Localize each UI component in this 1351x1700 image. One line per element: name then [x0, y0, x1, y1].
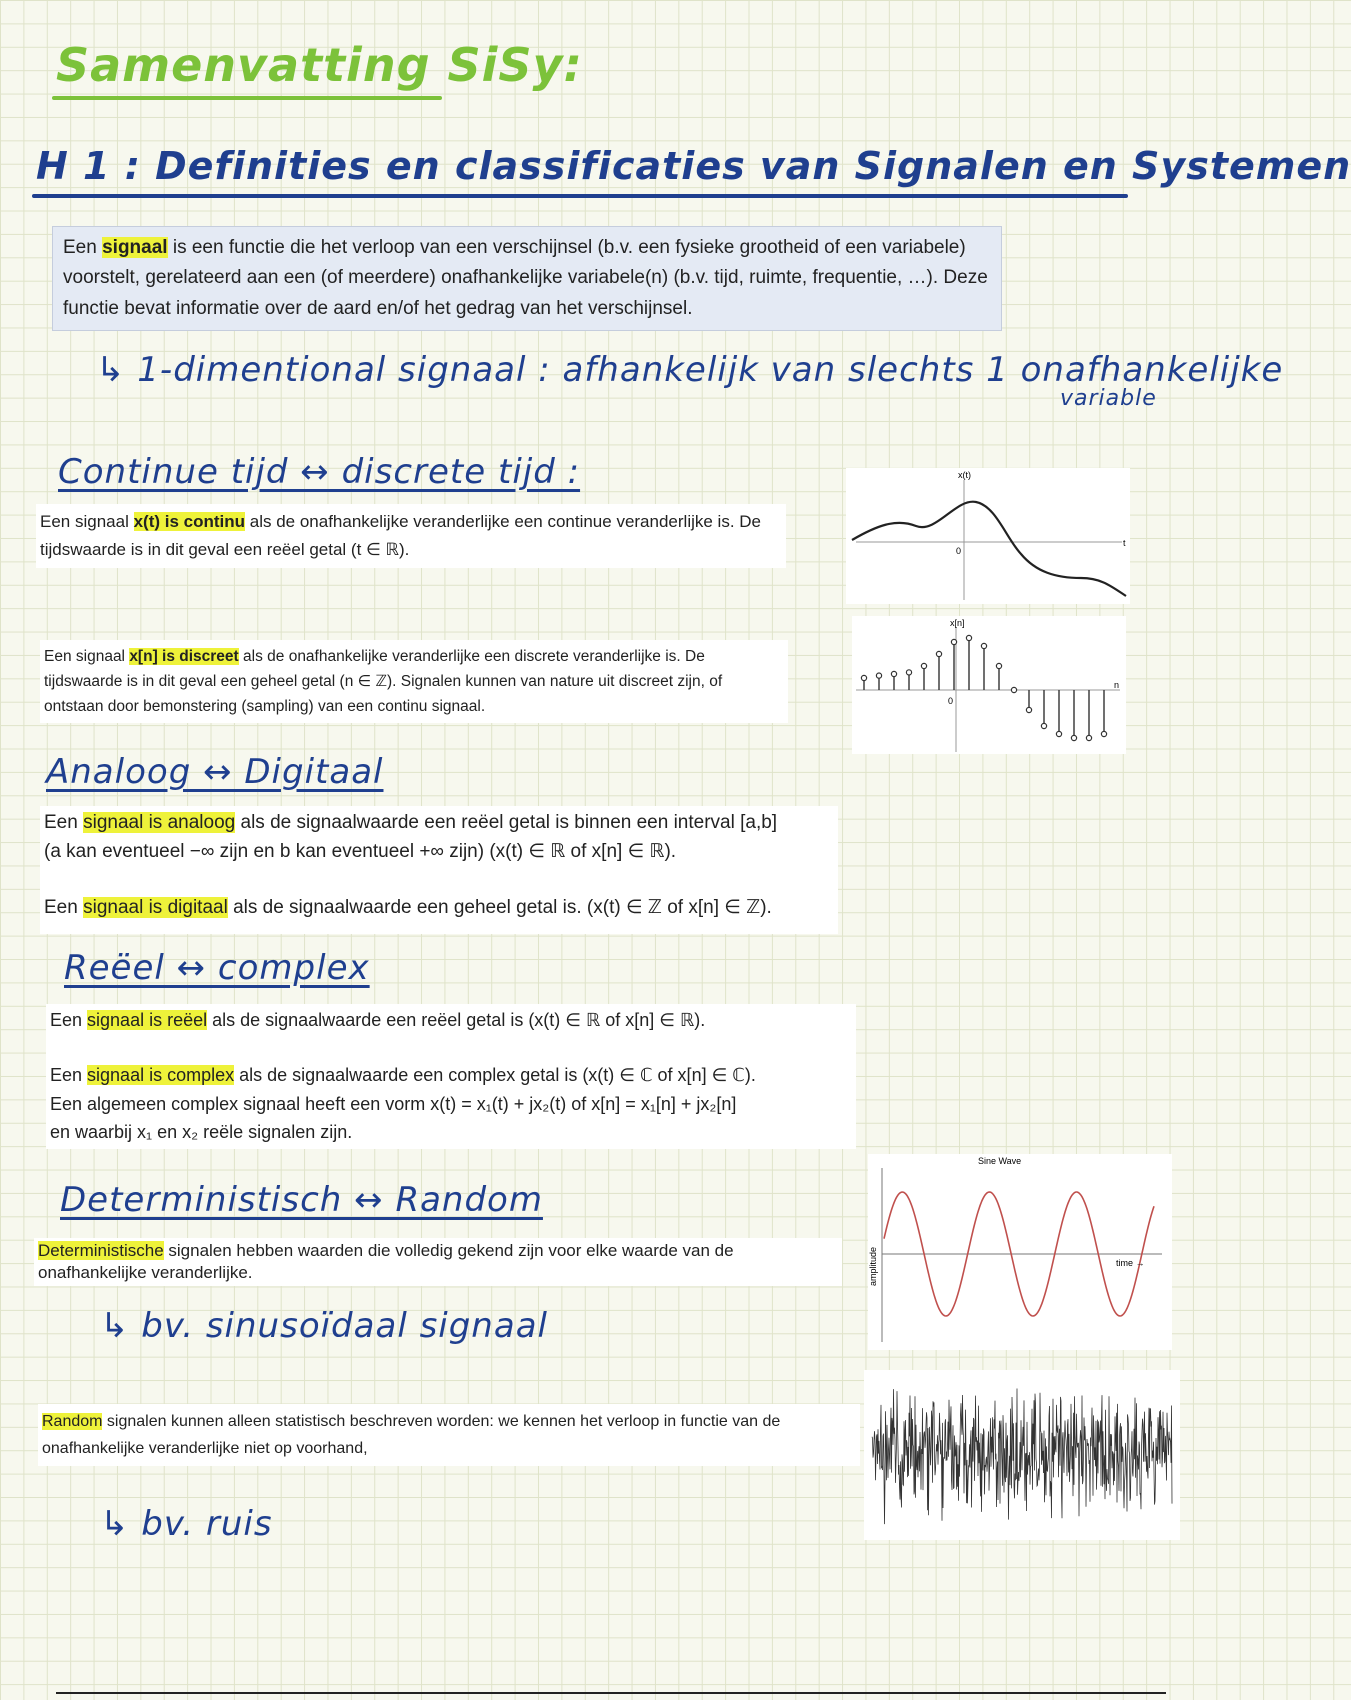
real-post: als de signaalwaarde een reëel getal is (x(t) ∈ ℝ of x[n] ∈ ℝ).	[207, 1010, 706, 1030]
deterministic-post: signalen hebben waarden die volledig gekend zijn voor elke waarde van de onafhankelijke veranderlijke.	[38, 1241, 734, 1283]
chapter-heading: H 1 : Definities en classificaties van Signalen en Systemen	[36, 144, 1351, 188]
sine-title: Sine Wave	[978, 1156, 1022, 1166]
figure-noise	[864, 1370, 1180, 1540]
complex-line2: Een algemeen complex signaal heeft een vorm x(t) = x₁(t) + jx₂(t) of x[n] = x₁[n] + jx₂[n]	[50, 1093, 737, 1114]
heading-deterministic: Deterministisch ↔ Random	[60, 1180, 543, 1220]
continuous-highlight: x(t) is continu	[133, 512, 246, 531]
figure-sine	[868, 1154, 1172, 1350]
digital-highlight: signaal is digitaal	[83, 896, 228, 918]
title-underline	[52, 96, 442, 100]
discrete-signal-plot	[852, 616, 1126, 754]
definition-rest: is een functie die het verloop van een verschijnsel (b.v. een fysieke grootheid of een variabele) voorstelt, gerelateerd aan een (of meerdere) onafhankelijke variabele(n) (b.v. tijd, ruimte, frequentie, …). Deze functie bevat informatie over de aard en/of het gedrag van het verschijnsel.	[63, 237, 988, 319]
continuous-post: als de onafhankelijke veranderlijke een continue veranderlijke is. De tijdswaarde is in dit geval een reëel getal (t ∈ ℝ).	[40, 512, 761, 560]
real-block	[46, 1004, 856, 1149]
figure-continuous	[846, 468, 1130, 604]
complex-pre: Een	[50, 1064, 88, 1085]
random-paragraph	[38, 1404, 860, 1466]
figure-discrete	[852, 616, 1126, 754]
sine-xlabel: time →	[1116, 1258, 1145, 1268]
discrete-post: als de onafhankelijke veranderlijke een discrete veranderlijke is. De tijdswaarde is in dit geval een geheel getal (n ∈ ℤ). Signalen kunnen van nature uit discreet zijn, of ontstaan door bemonstering (sampling) van een continu signaal.	[44, 648, 723, 716]
page-title: Samenvatting SiSy:	[56, 38, 583, 92]
discrete-pre: Een signaal	[44, 648, 130, 665]
real-line	[50, 1006, 852, 1035]
random-highlight: Random	[42, 1413, 103, 1430]
real-pre: Een	[50, 1010, 88, 1030]
random-post: signalen kunnen alleen statistisch beschreven worden: we kennen het verloop in functie van de onafhankelijke veranderlijke niet op voorhand,	[42, 1413, 781, 1458]
discrete-sample-marker	[996, 663, 1001, 668]
discrete-xlabel: n	[1114, 680, 1120, 690]
discrete-sample-marker	[891, 671, 896, 676]
discrete-sample-marker	[936, 651, 941, 656]
discrete-sample-marker	[1101, 731, 1106, 736]
continuous-signal-curve	[852, 502, 1126, 596]
analog-highlight: signaal is analoog	[83, 812, 236, 833]
digital-pre: Een	[44, 896, 84, 918]
discrete-sample-marker	[1041, 723, 1046, 728]
discrete-sample-marker	[1056, 731, 1061, 736]
analog-line1	[44, 808, 834, 837]
digital-line	[44, 893, 834, 922]
complex-line	[50, 1061, 852, 1090]
discrete-ylabel: x[n]	[950, 618, 965, 628]
deterministic-paragraph	[34, 1238, 842, 1286]
deterministic-highlight: Deterministische	[38, 1241, 164, 1260]
definition-highlight: signaal	[102, 237, 168, 258]
analog-pre: Een	[44, 812, 84, 833]
note-1d: ↳ 1-dimentional signaal : afhankelijk van slechts 1 onafhankelijke	[96, 350, 1284, 390]
continuous-origin: 0	[956, 546, 962, 556]
page-bottom-rule	[56, 1692, 1166, 1694]
discrete-highlight: x[n] is discreet	[129, 648, 239, 665]
digital-post: als de signaalwaarde een geheel getal is. (x(t) ∈ ℤ of x[n] ∈ ℤ).	[227, 896, 772, 918]
heading-real: Reëel ↔ complex	[64, 948, 370, 988]
discrete-sample-marker	[1086, 735, 1091, 740]
discrete-sample-marker	[1026, 707, 1031, 712]
continuous-xlabel: t	[1123, 538, 1126, 548]
complex-highlight: signaal is complex	[87, 1064, 235, 1085]
discrete-sample-marker	[1071, 735, 1076, 740]
discrete-sample-marker	[981, 643, 986, 648]
analog-line2: (a kan eventueel −∞ zijn en b kan eventueel +∞ zijn) (x(t) ∈ ℝ of x[n] ∈ ℝ).	[44, 841, 677, 863]
definition-box	[52, 226, 1002, 331]
sine-ylabel: amplitude	[868, 1246, 878, 1286]
discrete-origin: 0	[948, 696, 954, 706]
discrete-sample-marker	[1011, 687, 1016, 692]
sine-wave-plot	[868, 1154, 1172, 1350]
noise-plot	[864, 1370, 1180, 1540]
noise-signal	[872, 1389, 1172, 1525]
discrete-paragraph	[40, 640, 788, 723]
discrete-sample-marker	[876, 673, 881, 678]
continuous-pre: Een signaal	[40, 512, 134, 531]
discrete-sample-marker	[921, 663, 926, 668]
real-highlight: signaal is reëel	[87, 1010, 208, 1030]
discrete-sample-marker	[966, 635, 971, 640]
note-sinusoidal: ↳ bv. sinusoïdaal signaal	[100, 1306, 548, 1346]
continuous-signal-plot	[846, 468, 1130, 604]
analog-block	[40, 806, 838, 934]
definition-pre: Een	[63, 237, 103, 258]
complex-post: als de signaalwaarde een complex getal is (x(t) ∈ ℂ of x[n] ∈ ℂ).	[234, 1064, 756, 1085]
discrete-sample-marker	[861, 675, 866, 680]
complex-line3: en waarbij x₁ en x₂ reële signalen zijn.	[50, 1122, 353, 1143]
heading-analog: Analoog ↔ Digitaal	[46, 752, 384, 792]
chapter-underline	[32, 194, 1128, 198]
discrete-sample-marker	[951, 639, 956, 644]
continuous-paragraph	[36, 504, 786, 568]
continuous-ylabel: x(t)	[958, 470, 971, 480]
heading-continuous: Continue tijd ↔ discrete tijd :	[58, 452, 581, 492]
discrete-sample-marker	[906, 670, 911, 675]
note-1d-variable: variable	[1060, 386, 1157, 411]
note-noise: ↳ bv. ruis	[100, 1504, 273, 1544]
analog-post: als de signaalwaarde een reëel getal is binnen een interval [a,b]	[235, 812, 778, 833]
